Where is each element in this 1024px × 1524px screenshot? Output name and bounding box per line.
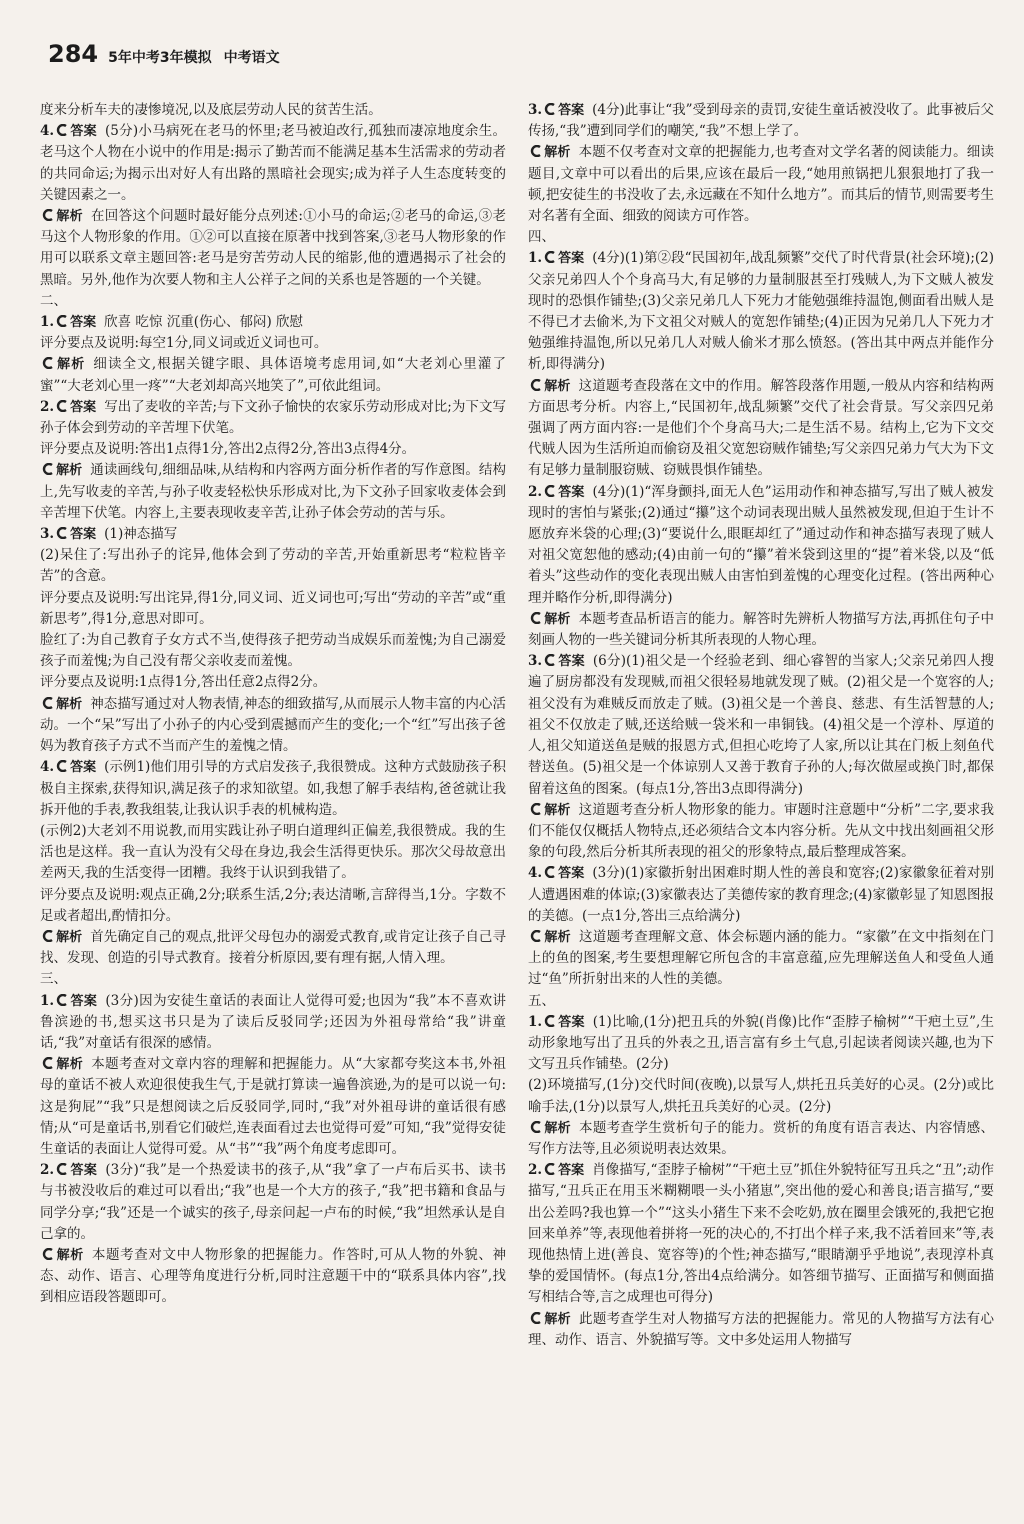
answer-tag: 答案 <box>70 399 97 415</box>
answer-tag: 答案 <box>558 484 585 500</box>
right-column <box>528 100 994 1351</box>
answer-mark-icon <box>542 103 556 115</box>
analysis-mark-icon <box>40 1248 54 1260</box>
section-heading: 三、 <box>40 971 67 988</box>
question-number: 2. <box>40 398 55 415</box>
analysis-text: 本题考查品析语言的能力。解答时先辨析人物描写方法,再抓住句子中刻画人物的一些关键词分析其所表现的人物心理。 <box>528 610 994 649</box>
answer-tag: 答案 <box>70 124 97 140</box>
answer-part-2: (2)呆住了:写出孙子的诧异,他体会到了劳动的辛苦,开始重新思考“粒粒皆辛苦”的含意。 <box>40 547 506 585</box>
analysis-mark-icon <box>40 930 54 942</box>
answer-part-2: (示例2)大老刘不用说教,而用实践让孙子明白道理纠正偏差,我很赞成。我的生活也是这样。我一直认为没有父母在身边,我会生活得更快乐。那次父母故意出差两天,我的生活变得一团糟。我终于认识到我错了。 <box>40 822 506 882</box>
answer-text: (3分)因为安徒生童话的表面让人觉得可爱;也因为“我”本不喜欢讲鲁滨逊的书,想买这书只是为了读后反驳同学;还因为外祖母常给“我”讲童话,“我”对童话有很深的感情。 <box>40 992 506 1051</box>
question-2-2 <box>40 397 506 524</box>
answer-mark-icon <box>542 1015 556 1027</box>
analysis-tag: 解析 <box>56 209 83 225</box>
answer-mark-icon <box>542 251 556 263</box>
question-number: 4. <box>528 865 543 882</box>
question-number: 1. <box>528 250 543 267</box>
analysis-mark-icon <box>528 145 542 157</box>
analysis-mark-icon <box>40 1057 54 1069</box>
question-number: 1. <box>40 992 55 1009</box>
analysis-tag: 解析 <box>544 611 571 627</box>
question-4-1 <box>528 248 994 481</box>
answer-text: (6分)(1)祖父是一个经验老到、细心睿智的当家人;父亲兄弟四人搜遍了厨房都没有发现贼,而祖父很轻易地就发现了贼。(2)祖父是一个宽容的人;祖父没有为难贼反而放走了贼。(3)祖父是一个善良、慈悲、有生活智慧的人;祖父不仅放走了贼,还送给贼一袋米和一串铜钱。(4)祖父是一个淳朴、厚道的人,祖父知道送鱼是贼的报恩方式,但担心吃垮了人家,所以让其在门板上刻鱼代替送鱼。(5)祖父是一个体谅别人又善于教育子孙的人;每次做屋或换门时,都保留着这鱼的图案。(每点1分,答出3点即得满分) <box>528 653 994 797</box>
section-heading: 四、 <box>528 229 555 246</box>
question-number: 4. <box>40 123 55 140</box>
answer-text: 欣喜 吃惊 沉重(伤心、郁闷) 欣慰 <box>104 314 304 331</box>
question-number: 2. <box>40 1162 55 1179</box>
question-number: 2. <box>528 1162 543 1179</box>
answer-tag: 答案 <box>558 1163 585 1179</box>
answer-text: 写出了麦收的辛苦;与下文孙子愉快的农家乐劳动形成对比;为下文写孙子体会到劳动的辛苦埋下伏笔。 <box>40 398 506 437</box>
analysis-tag: 解析 <box>56 463 83 479</box>
answer-text: 肖像描写,“歪脖子榆树”“干疤土豆”抓住外貌特征写丑兵之“丑”;动作描写,“丑兵正在用玉米糊糊喂一头小猪崽”,突出他的爱心和善良;语言描写,“要出公差吗?我也算一个”“这头小猪生下来不会吃奶,放在圈里会饿死的,我把它抱回来单养”等,表现他着拼将一死的决心的,不打出个样子来,我不活着回来”等,表现他热情上进(善良、宽容等)的个性;神态描写,“眼睛潮乎乎地说”,表现淳朴真挚的爱国情怀。(每点1分,答出4点给满分。如答细节描写、正面描写和侧面描写相结合等,言之成理也可得分) <box>528 1162 994 1306</box>
answer-tag: 答案 <box>70 1163 98 1179</box>
analysis-mark-icon <box>528 379 542 391</box>
page-number: 284 <box>48 40 99 68</box>
answer-mark-icon <box>54 527 68 539</box>
analysis-text: 这道题考查段落在文中的作用。解答段落作用题,一般从内容和结构两方面思考分析。内容上,“民国初年,战乱频繁”交代了社会背景。写父亲四兄弟强调了两方面内容:一是他们个个身高马大;二是生活不易。结构上,它为下文交代贼人因为生活所迫而偷窃及祖父宽恕窃贼作铺垫;写父亲四兄弟力气大为下文有足够力量制服窃贼、窃贼畏惧作铺垫。 <box>528 377 994 479</box>
question-5-2 <box>528 1160 994 1351</box>
analysis-tag: 解析 <box>544 378 571 394</box>
answer-mark-icon <box>542 654 556 666</box>
analysis-text: 本题考查对文中人物形象的把握能力。作答时,可从人物的外貌、神态、动作、语言、心理等角度进行分析,同时注意题干中的“联系具体内容”,找到相应语段答题即可。 <box>40 1246 506 1306</box>
answer-mark-icon <box>54 994 68 1006</box>
analysis-mark-icon <box>528 803 542 815</box>
answer-text: (1)神态描写 <box>104 526 178 543</box>
answer-mark-icon <box>542 485 556 497</box>
question-2-3 <box>40 524 506 757</box>
analysis-text: 本题考查学生赏析句子的能力。赏析的角度有语言表达、内容情感、写作方法等,且必须说明表达效果。 <box>528 1119 994 1157</box>
analysis-mark-icon <box>528 1121 542 1133</box>
question-number: 3. <box>528 653 543 670</box>
analysis-text: 首先确定自己的观点,批评父母包办的溺爱式教育,或肯定让孩子自己寻找、发现、创造的引导式教育。接着分析原因,要有理有据,人情入理。 <box>40 928 506 967</box>
answer-tag: 答案 <box>70 527 97 543</box>
analysis-tag: 解析 <box>56 929 83 945</box>
analysis-mark-icon <box>40 697 54 709</box>
analysis-text: 这道题考查分析人物形象的能力。审题时注意题中“分析”二字,要求我们不能仅仅概括人物特点,还必须结合文本内容分析。先从文中找出刻画祖父形象的句段,然后分析其所表现的祖父的形象特点,最后整理成答案。 <box>528 801 994 861</box>
answer-text: (3分)(1)家徽折射出困难时期人性的善良和宽容;(2)家徽象征着对别人遭遇困难的体谅;(3)家徽表达了美德传家的教育理念;(4)家徽彰显了知恩图报的美德。(一点1分,答出三点给满分) <box>528 865 994 924</box>
answer-mark-icon <box>54 1163 68 1175</box>
question-number: 1. <box>528 1013 543 1030</box>
question-number: 4. <box>40 759 55 776</box>
section-heading: 五、 <box>528 992 555 1009</box>
analysis-text: 本题不仅考查对文章的把握能力,也考查对文学名著的阅读能力。细读题目,文章中可以看出的后果,应该在最后一段,“她用煎锅把儿狠狠地打了我一顿,把安徒生的书没收了去,永远藏在不知什么地方”。而其后的情节,则需要考生对名著有全面、细致的阅读方可作答。 <box>528 144 994 225</box>
answer-mark-icon <box>542 866 556 878</box>
analysis-text: 在回答这个问题时最好能分点列述:①小马的命运;②老马的命运,③老马这个人物形象的作用。①②可以直接在原著中找到答案,③老马人物形象的作用可以联系文章主题回答:老马是穷苦劳动人民的缩影,他的遭遇揭示了社会的黑暗。另外,他作为次要人物和主人公祥子之间的关系也是答题的一个关键。 <box>40 208 506 288</box>
question-2-1 <box>40 312 506 397</box>
intro-text: 度来分析车夫的凄惨境况,以及底层劳动人民的贫苦生活。 <box>40 102 382 118</box>
analysis-tag: 解析 <box>56 1247 84 1263</box>
scoring-text: 评分要点及说明:观点正确,2分;联系生活,2分;表达清晰,言辞得当,1分。字数不足或者超出,酌情扣分。 <box>40 886 506 924</box>
analysis-text: 此题考查学生对人物描写方法的把握能力。常见的人物描写方法有心理、动作、语言、外貌描写等。文中多处运用人物描写 <box>528 1310 994 1348</box>
analysis-tag: 解析 <box>56 1057 84 1073</box>
answer-tag: 答案 <box>70 993 98 1009</box>
analysis-mark-icon <box>528 1312 542 1324</box>
answer-mark-icon <box>542 1163 556 1175</box>
section-heading: 二、 <box>40 292 67 309</box>
answer-text: (4分)(1)“浑身颤抖,面无人色”运用动作和神态描写,写出了贼人被发现时的害怕与紧张;(2)通过“攥”这个动词表现出贼人虽然被发现,但迫于生计不愿放弃米袋的心理;(3)“要说什么,眼眶却红了”通过动作和神态描写表现了贼人对祖父宽恕他的感动;(4)由前一句的“攥”着米袋到这里的“提”着米袋,以及“低着头”这些动作的变化表现出贼人由害怕到羞愧的心理变化过程。(答出两种心理并略作分析,即得满分) <box>528 483 994 606</box>
answer-tag: 答案 <box>558 251 585 267</box>
scoring-text-2: 评分要点及说明:1点得1分,答出任意2点得2分。 <box>40 674 327 691</box>
analysis-tag: 解析 <box>544 145 571 161</box>
answer-mark-icon <box>54 315 68 327</box>
scoring-text: 评分要点及说明:答出1点得1分,答出2点得2分,答出3点得4分。 <box>40 441 416 458</box>
analysis-text: 这道题考查理解文意、体会标题内涵的能力。“家徽”在文中指刻在门上的鱼的图案,考生要想理解它所包含的丰富意蕴,应先理解送鱼人和受鱼人通过“鱼”所折射出来的人性的美德。 <box>528 928 994 988</box>
analysis-mark-icon <box>40 209 54 221</box>
question-3-1 <box>40 991 506 1161</box>
answer-text: (1)比喻,(1分)把丑兵的外貌(肖像)比作“歪脖子榆树”“干疤土豆”,生动形象地写出了丑兵的外表之丑,语言富有乡土气息,引起读者阅读兴趣,也为下文写丑兵作铺垫。(2分) <box>528 1013 994 1073</box>
answer-text: (5分)小马病死在老马的怀里;老马被迫改行,孤独而凄凉地度余生。老马这个人物在小说中的作用是:揭示了勤苦而不能满足基本生活需求的劳动者的共同命运;为揭示出对好人有出路的黑暗社会现实;成为祥子人生态度转变的关键因素之一。 <box>40 123 506 203</box>
question-4-4 <box>528 863 994 990</box>
left-column <box>40 100 506 1309</box>
question-3-3 <box>528 100 994 227</box>
question-number: 1. <box>40 314 55 331</box>
answer-tag: 答案 <box>558 866 585 882</box>
analysis-tag: 解析 <box>544 1311 572 1327</box>
analysis-tag: 解析 <box>56 357 86 373</box>
book-series: 5年中考3年模拟 <box>108 50 212 66</box>
question-4 <box>40 121 506 291</box>
question-4-2 <box>528 482 994 652</box>
question-number: 3. <box>528 102 543 118</box>
analysis-text: 通读画线句,细细品味,从结构和内容两方面分析作者的写作意图。结构上,先写收麦的辛苦,与孙子收麦轻松快乐形成对比,为下文孙子回家收麦体会到辛苦埋下伏笔。内容上,主要表现收麦辛苦,让孙子体会劳动的苦与乐。 <box>40 462 506 521</box>
answer-text: (4分)(1)第②段“民国初年,战乱频繁”交代了时代背景(社会环境);(2)父亲兄弟四人个个身高马大,有足够的力量制服甚至打残贼人,为下文贼人被发现时的恐惧作铺垫;(3)父亲兄弟几人下死力才能勉强维持温饱,侧面看出贼人是不得已才去偷米,为下文祖父对贼人的宽恕作铺垫;(4)正因为兄弟几人下死力才勉强维持温饱,所以兄弟几人对贼人偷米才那么愤怒。(答出其中两点并能作分析,即得满分) <box>528 250 994 373</box>
analysis-mark-icon <box>40 463 54 475</box>
analysis-mark-icon <box>528 930 542 942</box>
question-2-4 <box>40 757 506 969</box>
answer-mark-icon <box>54 400 68 412</box>
scoring-text: 评分要点及说明:每空1分,同义词或近义词也可。 <box>40 335 328 352</box>
question-4-3 <box>528 651 994 863</box>
answer-tag: 答案 <box>70 315 97 331</box>
analysis-mark-icon <box>40 357 54 369</box>
analysis-tag: 解析 <box>544 802 571 818</box>
answer-mark-icon <box>54 760 68 772</box>
answer-tag: 答案 <box>70 760 97 776</box>
book-subject: 中考语文 <box>223 50 280 66</box>
answer-part-3: 脸红了:为自己教育子女方式不当,使得孩子把劳动当成娱乐而羞愧;为自己溺爱孩子而羞愧;为自己没有帮父亲收麦而羞愧。 <box>40 632 506 670</box>
analysis-mark-icon <box>528 612 542 624</box>
page-header <box>48 40 280 68</box>
analysis-text: 神态描写通过对人物表情,神态的细致描写,从而展示人物丰富的内心活动。一个“呆”写出了小孙子的内心受到震撼而产生的变化;一个“红”写出孩子爸妈为教育孩子方式不当而产生的羞愧之情。 <box>40 695 506 755</box>
analysis-tag: 解析 <box>544 1120 572 1136</box>
answer-text: (示例1)他们用引导的方式启发孩子,我很赞成。这种方式鼓励孩子积极自主探索,获得知识,满足孩子的求知欲望。如,我想了解手表结构,爸爸就让我拆开他的手表,教我组装,让我认识手表的机械构造。 <box>40 759 506 818</box>
answer-tag: 答案 <box>558 1014 585 1030</box>
question-5-1 <box>528 1012 994 1160</box>
analysis-text: 细读全文,根据关键字眼、具体语境考虑用词,如“大老刘心里灌了蜜”“大老刘心里一疼”“大老刘却高兴地笑了”,可依此组词。 <box>40 356 506 394</box>
answer-text: (4分)此事让“我”受到母亲的责罚,安徒生童话被没收了。此事被后父传扬,“我”遭到同学们的嘲笑,“我”不想上学了。 <box>528 102 994 140</box>
question-number: 2. <box>528 483 543 500</box>
analysis-tag: 解析 <box>56 696 83 712</box>
analysis-tag: 解析 <box>544 929 571 945</box>
scoring-text: 评分要点及说明:写出诧异,得1分,同义词、近义词也可;写出“劳动的辛苦”或“重新思考”,得1分,意思对即可。 <box>40 589 506 627</box>
question-number: 3. <box>40 526 55 543</box>
answer-part-2: (2)环境描写,(1分)交代时间(夜晚),以景写人,烘托丑兵美好的心灵。(2分)或比喻手法,(1分)以景写人,烘托丑兵美好的心灵。(2分) <box>528 1077 994 1115</box>
answer-mark-icon <box>54 124 68 136</box>
answer-tag: 答案 <box>558 103 585 118</box>
question-3-2 <box>40 1160 506 1308</box>
answer-tag: 答案 <box>558 654 585 670</box>
analysis-text: 本题考查对文章内容的理解和把握能力。从“大家都夸奖这本书,外祖母的童话不被人欢迎很使我生气,于是就打算读一遍鲁滨逊,为的是可以说一句:这是狗屁”“我”只是想阅读之后反驳同学,同时,“我”对外祖母讲的童话很有感情;从“可是童话书,别看它们破烂,连表面看过去也觉得可爱”可知,“我”觉得安徒生童话的表面让人觉得可爱。从“书”“我”两个角度考虑即可。 <box>40 1056 506 1157</box>
answer-text: (3分)“我”是一个热爱读书的孩子,从“我”拿了一卢布后买书、读书与书被没收后的难过可以看出;“我”也是一个大方的孩子,“我”把书籍和食品与同学分享;“我”还是一个诚实的孩子,母亲问起一卢布的时候,“我”坦然承认是自己拿的。 <box>40 1162 506 1242</box>
